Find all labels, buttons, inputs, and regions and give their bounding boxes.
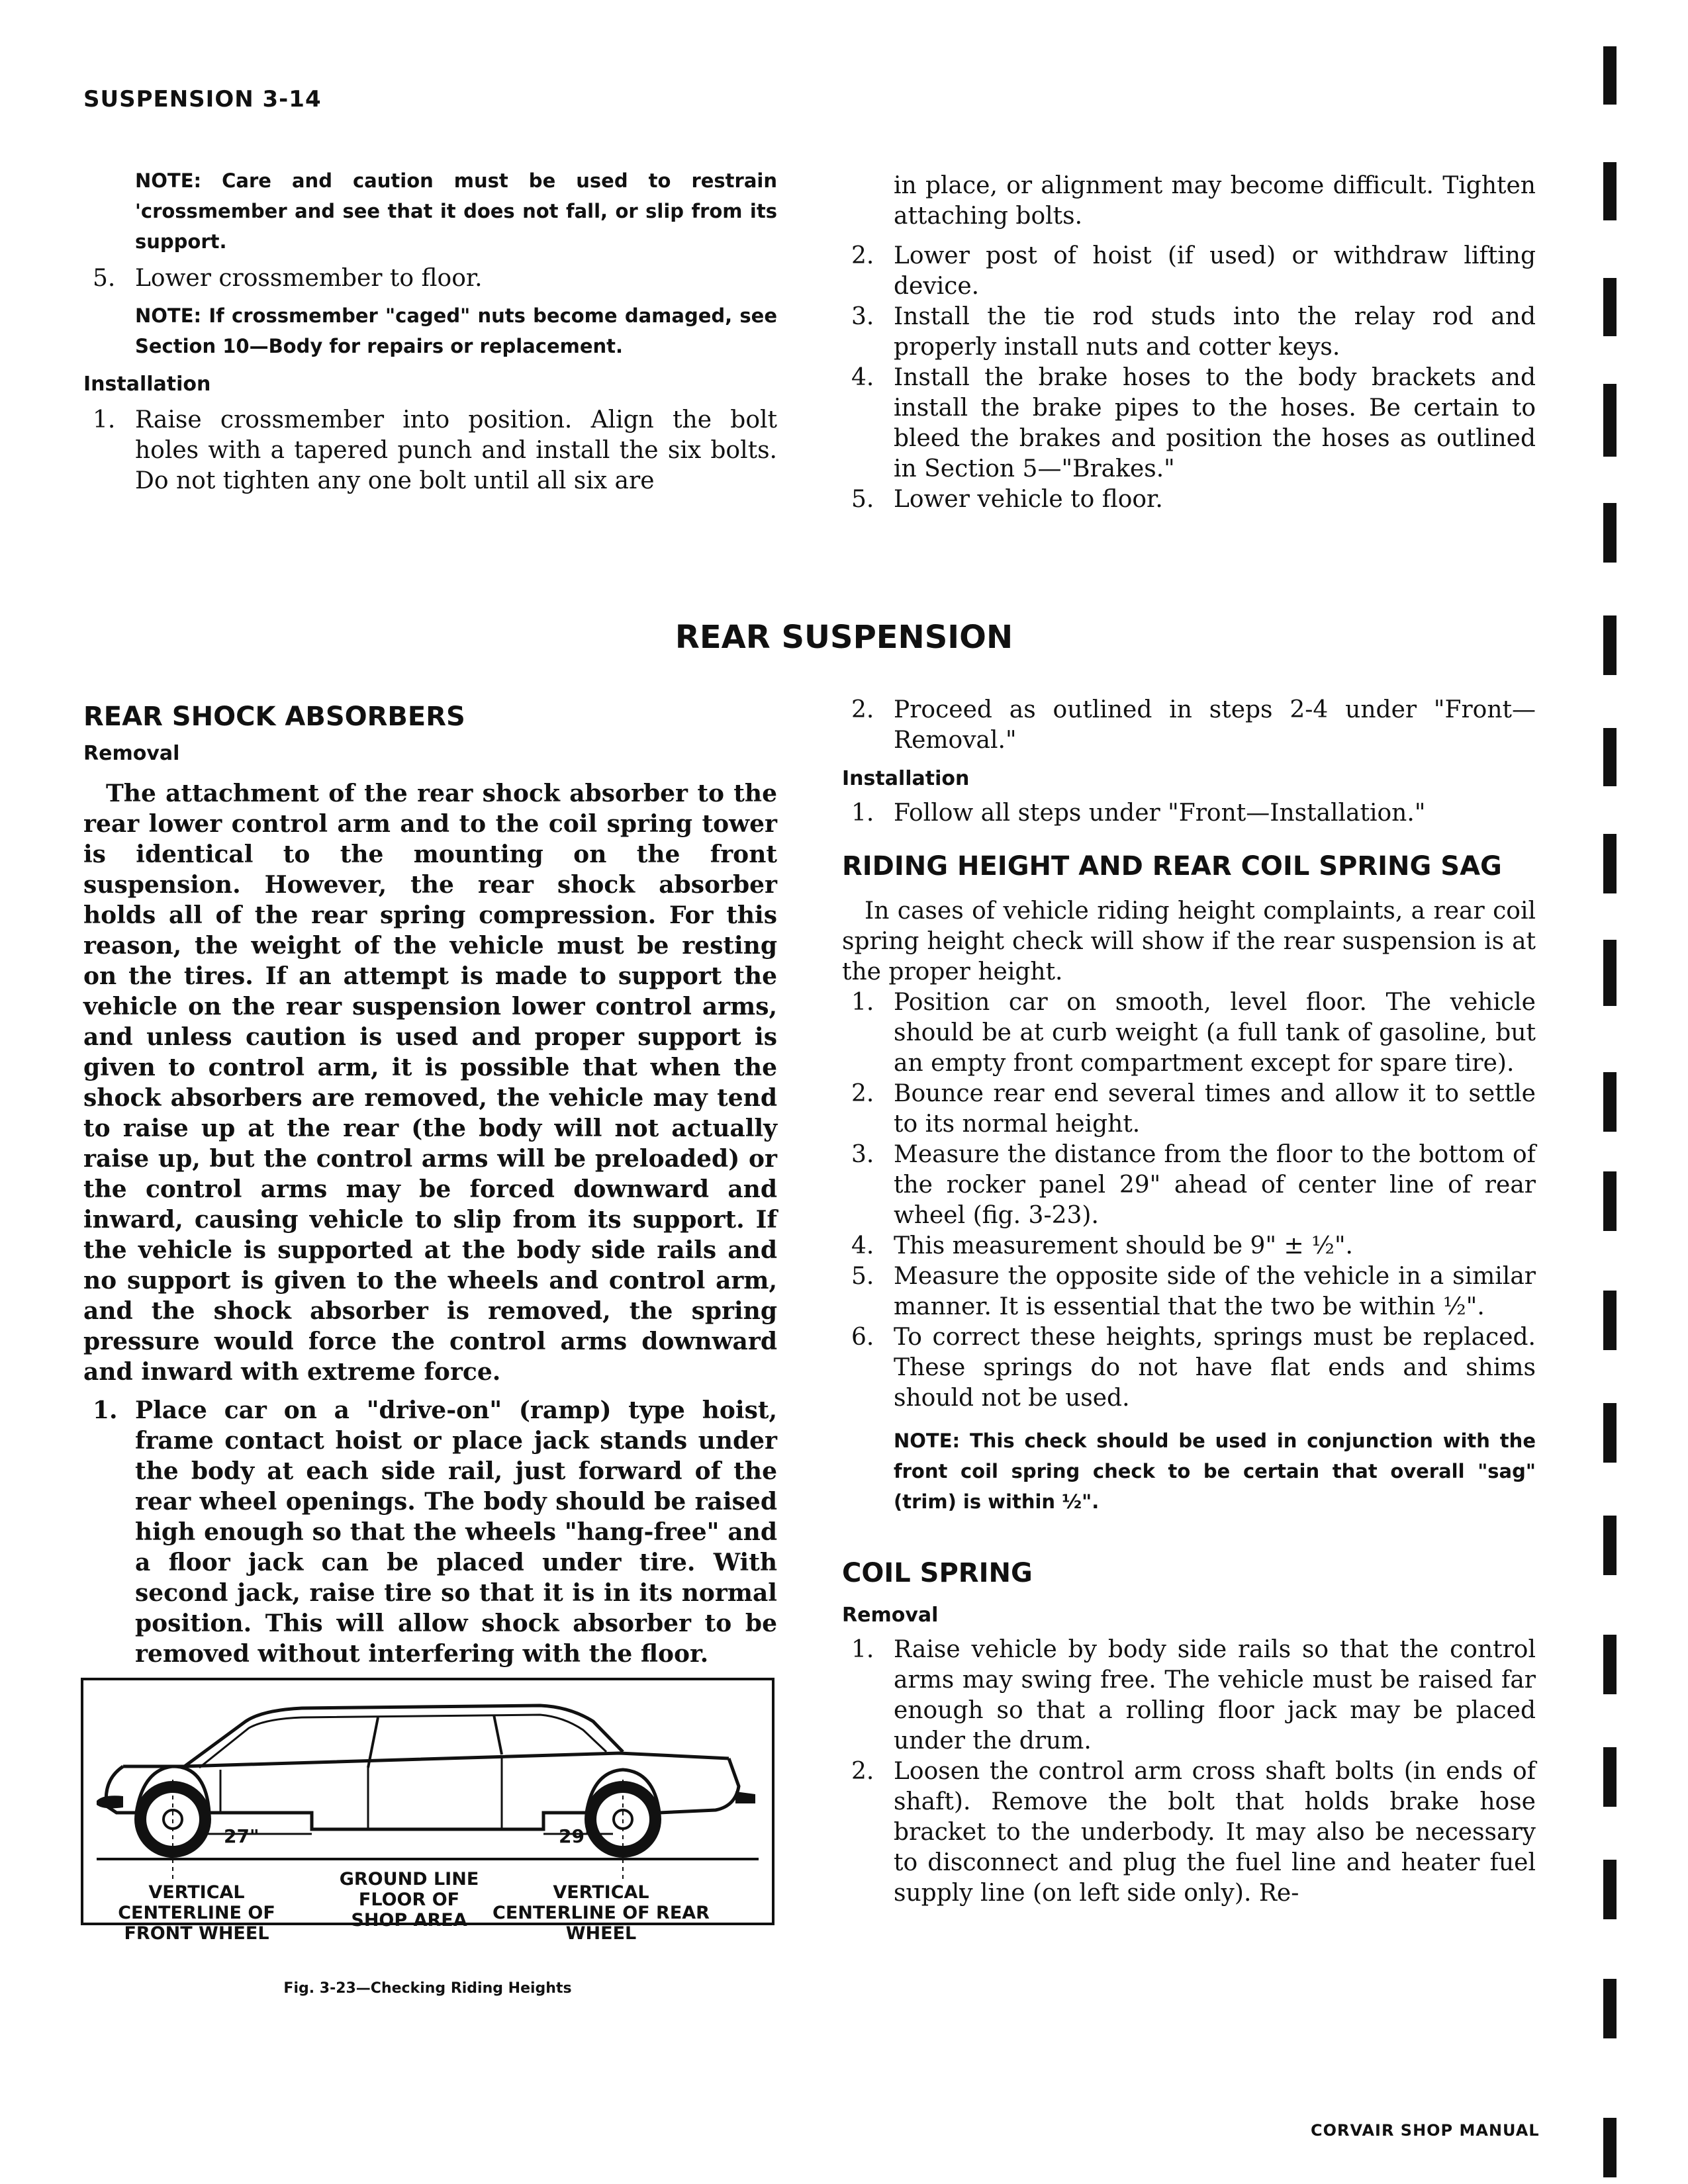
change-bar bbox=[1603, 503, 1617, 563]
step-number: 2. bbox=[851, 1080, 874, 1107]
running-head: SUSPENSION 3-14 bbox=[83, 86, 322, 113]
removal-heading: Removal bbox=[83, 742, 180, 765]
step-text: Install the brake hoses to the body brackets and install the brake pipes to the hoses. Be certain to bleed the brakes and position the hoses as outlined in Section 5—"Brakes." bbox=[894, 364, 1536, 482]
list-item bbox=[83, 263, 777, 294]
lower-right-column bbox=[842, 695, 1536, 1909]
change-bar bbox=[1603, 1516, 1617, 1575]
step-number: 5. bbox=[93, 265, 116, 292]
list-item bbox=[842, 302, 1536, 363]
list-item bbox=[842, 1756, 1536, 1909]
step-number: 3. bbox=[851, 303, 874, 330]
change-bar bbox=[1603, 940, 1617, 1006]
change-bar bbox=[1603, 1747, 1617, 1807]
list-item bbox=[842, 1140, 1536, 1231]
step-text: Raise vehicle by body side rails so that the control arms may swing free. The vehicle must be raised far enough so that a rolling floor jack may be placed under the drum. bbox=[894, 1636, 1536, 1754]
change-bar bbox=[1603, 2118, 1617, 2177]
change-bar bbox=[1603, 46, 1617, 105]
list-item bbox=[842, 1231, 1536, 1261]
section-heading-riding-height: RIDING HEIGHT AND REAR COIL SPRING SAG bbox=[842, 851, 1502, 882]
step-text: Lower post of hoist (if used) or withdraw lifting device. bbox=[894, 242, 1536, 300]
step-text: To correct these heights, springs must be replaced. These springs do not have flat ends and shims should not be used. bbox=[894, 1324, 1536, 1412]
step-number: 5. bbox=[851, 1263, 874, 1290]
change-bar bbox=[1603, 834, 1617, 893]
change-bar bbox=[1603, 1860, 1617, 1919]
step-text: Lower vehicle to floor. bbox=[894, 486, 1163, 513]
list-item bbox=[842, 695, 1536, 756]
step-number: 1. bbox=[851, 989, 874, 1016]
list-item bbox=[842, 1322, 1536, 1414]
list-item bbox=[842, 987, 1536, 1079]
list-item bbox=[83, 1395, 777, 1669]
figure-caption: Fig. 3-23—Checking Riding Heights bbox=[283, 1980, 572, 1997]
footer: CORVAIR SHOP MANUAL bbox=[1311, 2121, 1540, 2140]
riding-height-paragraph: In cases of vehicle riding height complaints, a rear coil spring height check will show if the rear suspension is at the proper height. bbox=[842, 897, 1536, 985]
list-item bbox=[842, 1635, 1536, 1756]
step-number: 6. bbox=[851, 1324, 874, 1351]
change-bar bbox=[1603, 278, 1617, 336]
step-text: Loosen the control arm cross shaft bolts (in ends of shaft). Remove the bolt that holds brake hose bracket to the underbody. It may also be necessary to disconnect and plug the fuel line and heater fuel supply line (on left side only). Re- bbox=[894, 1758, 1536, 1907]
step-number: 2. bbox=[851, 242, 874, 269]
step-text: Raise crossmember into position. Align the bolt holes with a tapered punch and install the six bolts. Do not tighten any one bolt until all six are bbox=[135, 406, 777, 494]
list-item bbox=[842, 484, 1536, 515]
step-number: 1. bbox=[851, 1636, 874, 1663]
lower-left-column bbox=[83, 702, 777, 1669]
dimension-front: 27" bbox=[224, 1825, 259, 1847]
main-heading: REAR SUSPENSION bbox=[675, 619, 1013, 656]
list-item bbox=[842, 241, 1536, 302]
step-text: Proceed as outlined in steps 2-4 under "Front—Removal." bbox=[894, 696, 1536, 754]
step-text: Bounce rear end several times and allow it to settle to its normal height. bbox=[894, 1080, 1536, 1138]
removal-heading: Removal bbox=[842, 1604, 939, 1627]
step-text: Measure the distance from the floor to the bottom of the rocker panel 29" ahead of center line of rear wheel (fig. 3-23). bbox=[894, 1141, 1536, 1229]
step-number: 4. bbox=[851, 364, 874, 391]
installation-heading: Installation bbox=[83, 373, 211, 396]
label-front-centerline: VERTICAL CENTERLINE OF FRONT WHEEL bbox=[118, 1882, 275, 1944]
step-number: 5. bbox=[851, 486, 874, 513]
step-text: Follow all steps under "Front—Installation." bbox=[894, 799, 1426, 827]
change-bar bbox=[1603, 1979, 1617, 2038]
note-sag-check: NOTE: This check should be used in conjunction with the front coil spring check to be certain that overall "sag" (trim) is within ½". bbox=[894, 1430, 1536, 1513]
step-text: Lower crossmember to floor. bbox=[135, 265, 483, 292]
change-bar bbox=[1603, 384, 1617, 457]
list-item bbox=[842, 1079, 1536, 1140]
change-bar bbox=[1603, 1171, 1617, 1231]
change-bar bbox=[1603, 615, 1617, 675]
note-crossmember-caution: NOTE: Care and caution must be used to restrain 'crossmember and see that it does not fall, or slip from its support. bbox=[135, 169, 777, 253]
step-number: 3. bbox=[851, 1141, 874, 1168]
change-bar bbox=[1603, 728, 1617, 786]
continued-text: in place, or alignment may become difficult. Tighten attaching bolts. bbox=[894, 172, 1536, 230]
section-heading-coil-spring: COIL SPRING bbox=[842, 1558, 1033, 1588]
step-text: Install the tie rod studs into the relay rod and properly install nuts and cotter keys. bbox=[894, 303, 1536, 361]
step-number: 1. bbox=[93, 1396, 118, 1424]
dimension-rear: 29" bbox=[559, 1825, 594, 1847]
label-rear-centerline: VERTICAL CENTERLINE OF REAR WHEEL bbox=[492, 1882, 710, 1944]
shock-removal-paragraph: The attachment of the rear shock absorber to the rear lower control arm and to the coil spring tower is identical to the mounting on the front suspension. However, the rear shock absorber holds all of the rear spring compression. For this reason, the weight of the vehicle must be resting on the tires. If an attempt is made to support the vehicle on the rear suspension lower control arms, and unless caution is used and proper support is given to control arm, it is possible that when the shock absorbers are removed, the vehicle may tend to raise up at the rear (the body will not actually raise up, but the control arms will be preloaded) or the control arms may be forced downward and inward, causing vehicle to slip from its support. If the vehicle is supported at the body side rails and no support is given to the wheels and control arm, and the shock absorber is removed, the spring pressure would force the control arms downward and inward with extreme force. bbox=[83, 780, 777, 1386]
change-bar bbox=[1603, 1635, 1617, 1694]
step-number: 1. bbox=[851, 799, 874, 827]
label-ground-line: GROUND LINE FLOOR OF SHOP AREA bbox=[339, 1869, 479, 1931]
installation-heading: Installation bbox=[842, 767, 970, 790]
step-number: 4. bbox=[851, 1232, 874, 1259]
step-number: 2. bbox=[851, 696, 874, 723]
step-text: Measure the opposite side of the vehicle in a similar manner. It is essential that the two be within ½". bbox=[894, 1263, 1536, 1320]
change-bar bbox=[1603, 1403, 1617, 1463]
step-number: 1. bbox=[93, 406, 116, 433]
section-heading-rear-shock: REAR SHOCK ABSORBERS bbox=[83, 702, 465, 732]
step-text: This measurement should be 9" ± ½". bbox=[894, 1232, 1353, 1259]
upper-right-column bbox=[842, 171, 1536, 515]
upper-left-column bbox=[83, 165, 777, 496]
change-bar bbox=[1603, 1291, 1617, 1350]
step-text: Place car on a "drive-on" (ramp) type hoist, frame contact hoist or place jack stands under the body at each side rail, just forward of the rear wheel openings. The body should be raised high enough so that the wheels "hang-free" and a floor jack can be placed under tire. With second jack, raise tire so that it is in its normal position. This will allow shock absorber to be removed without interfering with the floor. bbox=[135, 1396, 777, 1668]
note-caged-nuts: NOTE: If crossmember "caged" nuts become damaged, see Section 10—Body for repairs or replacement. bbox=[135, 304, 777, 357]
step-number: 2. bbox=[851, 1758, 874, 1785]
change-bar bbox=[1603, 162, 1617, 220]
list-item bbox=[842, 1261, 1536, 1322]
list-item bbox=[83, 405, 777, 496]
list-item bbox=[842, 363, 1536, 484]
figure-riding-heights bbox=[81, 1678, 774, 1944]
list-item bbox=[842, 798, 1536, 829]
step-text: Position car on smooth, level floor. The vehicle should be at curb weight (a full tank of gasoline, but an empty front compartment except for spare tire). bbox=[894, 989, 1536, 1077]
change-bar bbox=[1603, 1072, 1617, 1132]
